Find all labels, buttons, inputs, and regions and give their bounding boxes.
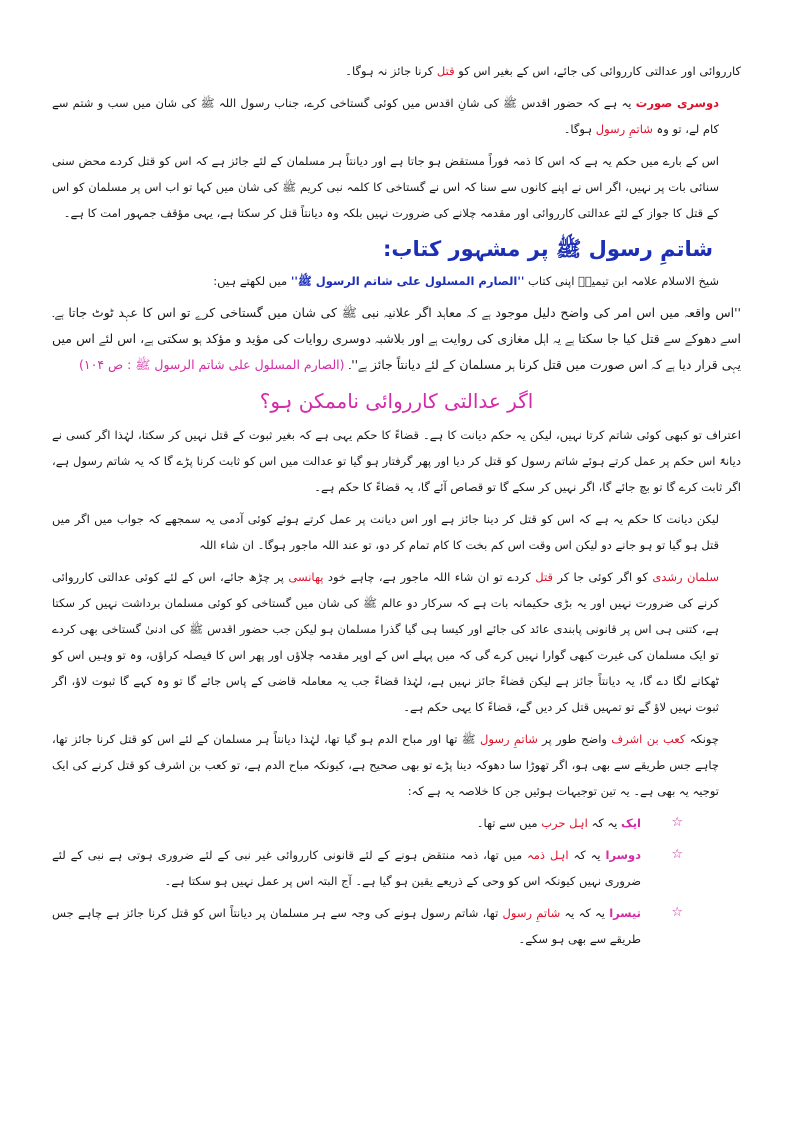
list-item (52, 842, 741, 894)
quote-text: ''اس واقعہ میں اس امر کی واضح دلیل موجود ہے کہ معاہد اگر علانیہ نبی ﷺ کی شان میں گستاخی کرے تو اس کا عہد ٹوٹ جاتا ہے۔ اسے دھوکے سے قتل کیا جا سکتا ہے یہ اہل مغازی کی روایت ہے اور بلاشبہ دوسری روایات کی مؤید و مؤکد ہو سکتی ہے، اس لئے اس میں یہی قرار دیا ہے کہ اس صورت میں قتل کرنا ہر مسلمان کے لئے دیانتاً جائز ہے''۔ (52, 305, 741, 372)
paragraph-7 (52, 564, 741, 720)
highlight: اہل حرب (541, 816, 588, 830)
text: شیخ الاسلام علامہ ابن تیمیہؒ اپنی کتاب (524, 274, 719, 288)
text: ہوگا۔ (563, 122, 596, 136)
highlight-qatl: قتل (436, 64, 455, 78)
text: تھا، شاتم رسول ہونے کی وجہ سے ہر مسلمان پر دیانتاً اس کو قتل کرنا جائز ہے چاہے جس طریقے سے بھی ہو سکے۔ (52, 906, 641, 946)
text: میں سے تھا۔ (476, 816, 542, 830)
subheading: اگر عدالتی کارروائی ناممکن ہو؟ (259, 389, 534, 413)
list-item-title: تیسرا (609, 906, 641, 920)
text: کارروائی اور عدالتی کارروائی کی جائے، اس کے بغیر اس کو (454, 64, 741, 78)
paragraph-2 (52, 90, 741, 142)
list-item-title: ایک (620, 816, 641, 830)
paragraph-1 (52, 58, 741, 84)
text: پر چڑھ جائے، اس کے لئے کوئی عدالتی کارروائی کرنے کی ضرورت نہیں اور یہ بڑی حکیمانہ بات ہے کہ سرکار دو عالم ﷺ کی شان میں گستاخی کو کوئی مسلمان برداشت نہیں کر سکتا ہے، کتنی ہی اس پر قانونی پابندی عائد کی جائے اور کیسا ہی گیا گذرا مسلمان ہو لیکن جب حضور اقدس ﷺ کی ادنیٰ گستاخی بھی کردے تو ایک مسلمان کی غیرت کبھی گوارا نہیں کرے گی کہ میں پہلے اس کے اوپر مقدمہ چلاؤں اور پھر اس کا فیصلہ کراؤں، وہ تو وہیں اس کو ٹھکانے لگا دے گا، یہ دیانتاً جائز ہے لیکن قضاءً جائز نہیں ہے، لہٰذا قضاءً جب یہ معاملہ قاضی کے پاس جائے گا تو وہ کہے گا ثبوت لاؤ، اگر ثبوت نہیں لاؤ گے تو تمہیں قتل کر دیں گے، قضاءً کا یہی حکم ہے۔ (52, 570, 719, 714)
text: ﷺ تھا اور مباح الدم ہو گیا تھا، لہٰذا دیانتاً ہر مسلمان کے لئے اس کو قتل کرنا جائز تھا، چاہے جس طریقے سے بھی ہو، اگر تھوڑا سا دھوکہ دینا پڑے تو بھی صحیح ہے، کیونکہ مباح الدم ہے، تو کعب بن اشرف کو قتل کرنے کی ایک توجیہ یہ بھی ہے۔ یہ تین توجیہات ہوئیں جن کا خلاصہ یہ ہے کہ: (52, 732, 719, 798)
text: یہ کہ یہ (560, 906, 610, 920)
highlight-shatim-rasool: شاتمِ رسول (480, 732, 538, 746)
highlight: شاتمِ رسول (502, 906, 561, 920)
star-icon: ☆ (671, 905, 683, 920)
paragraph-6: لیکن دیانت کا حکم یہ ہے کہ اس کو قتل کر دینا جائز ہے اور اس دیانت پر عمل کرتے ہوئے کوئی آدمی یہ سمجھے کہ جواب میں اگر میں قتل ہو گیا تو ہو جانے دو لیکن اس وقت اس کم بخت کا کام تمام کر دو، تو عند اللہ ماجور ہوگا۔ ان شاء اللہ (52, 512, 719, 552)
highlight: اہل ذمہ (527, 848, 569, 862)
paragraph-3: اس کے بارے میں حکم یہ ہے کہ اس کا ذمہ فوراً مستقض ہو جاتا ہے اور دیانتاً ہر مسلمان کے لئے جائز ہے کہ اس کو قتل کردے محض سنی سنائی بات پر نہیں، اگر اس نے اپنے کانوں سے سنا کہ اس نے گستاخی کا کلمہ نبی کریم ﷺ کی شان میں کہا تو اب اس پر مسلمان کو اس کے قتل کا جواز کے لئے عدالتی کارروائی اور مقدمہ چلانے کی ضرورت نہیں بلکہ وہ دیانتاً قتل کر سکتا ہے، یہی مؤقف جمہور امت کا ہے۔ (52, 154, 719, 220)
text: کردے تو ان شاء اللہ ماجور ہے، چاہے خود (323, 570, 536, 584)
highlight-name: سلمان رشدی (652, 570, 719, 584)
highlight-phansi: پھانسی (288, 570, 324, 584)
list-item-title: دوسرا (605, 848, 642, 862)
text: کو اگر کوئی جا کر (552, 570, 653, 584)
book-intro (52, 268, 741, 294)
text: واضح طور پر (537, 732, 612, 746)
highlight-doosri-soorat: دوسری صورت (635, 96, 719, 110)
star-icon: ☆ (671, 815, 683, 830)
text: یہ کہ (587, 816, 621, 830)
text: چونکہ (685, 732, 719, 746)
highlight-shatim-rasool: شاتمِ رسول (595, 122, 653, 136)
paragraph-5: اعتراف تو کبھی کوئی شاتم کرتا نہیں، لیکن یہ حکم دیانت کا ہے۔ قضاءً کا حکم یہی ہے کہ بغیر ثبوت کے قتل نہیں کر سکتا، لہٰذا اگر کسی نے دیانۃً اس حکم پر عمل کرتے ہوئے شاتم رسول کو قتل کر دیا اور پھر گرفتار ہو گیا تو عدالت میں اس کو ثابت کرنا پڑے گا کہ یہ شاتم رسول ہے، اگر ثابت کرے گا تو بچ جائے گا، اگر نہیں کر سکے گا تو قصاص آئے گا، یہ قضاءً کا حکم ہے۔ (52, 428, 741, 494)
section-heading: شاتمِ رسول ﷺ پر مشہور کتاب: (383, 237, 713, 261)
list-item (52, 810, 741, 836)
quote-paragraph (52, 300, 741, 378)
text: یہ کہ (568, 848, 606, 862)
highlight-name: کعب بن اشرف (611, 732, 686, 746)
highlight-qatl: قتل (535, 570, 553, 584)
paragraph-8 (52, 726, 741, 804)
citation: (الصارم المسلول علی شاتم الرسول ﷺ : ص ۱۰۴) (79, 357, 345, 372)
list-item (52, 900, 741, 952)
star-icon: ☆ (671, 847, 683, 862)
text: یہ ہے کہ حضور اقدس ﷺ کی شانِ اقدس میں کوئی گستاخی کرے، جناب رسول اللہ ﷺ کی شان میں سب و شتم سے کام لے، تو وہ (52, 96, 719, 136)
document-body (52, 58, 741, 952)
text: کرنا جائز نہ ہوگا۔ (345, 64, 437, 78)
text: میں تھا، ذمہ منتقض ہونے کے لئے قانونی کارروائی غیر نبی کے لئے ضروری ہوتی ہے نبی کے لئے ضروری نہیں کیونکہ اس کو وحی کے ذریعے یقین ہو گیا ہے۔ آج البتہ اس پر عمل نہیں ہو سکتا ہے۔ (52, 848, 641, 888)
book-title: ''الصارم المسلول علی شاتم الرسول ﷺ'' (290, 274, 525, 288)
text: میں لکھتے ہیں: (213, 274, 291, 288)
